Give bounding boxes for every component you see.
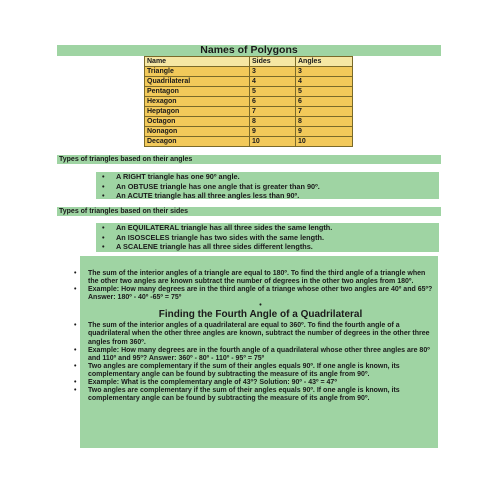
sides-list: [116, 223, 332, 252]
cell: Nonagon: [145, 127, 250, 137]
cell: 9: [250, 127, 296, 137]
cell: Pentagon: [145, 87, 250, 97]
list-item: • A RIGHT triangle has one 90º angle.: [116, 172, 320, 182]
fact-text: Example: How many degrees are in the third angle of a triange whose other two angles are 40º and 65º? Answer: 180º - 40º -65º = 75º: [88, 286, 433, 302]
cell: 5: [296, 87, 353, 97]
fact-text: Example: How many degrees are in the fourth angle of a quadrilateral whose other three angles are 80º and 110º and 95º? Answer: 360º - 80º - 110º - 95º = 75º: [88, 346, 430, 362]
cell: Quadrilateral: [145, 77, 250, 87]
cell: 3: [296, 67, 353, 77]
cell: Triangle: [145, 67, 250, 77]
cell: 6: [250, 97, 296, 107]
table-row: [145, 87, 353, 97]
section-angles-label: Types of triangles based on their angles: [59, 156, 193, 163]
list-item: • A SCALENE triangle has all three sides different lengths.: [116, 242, 332, 252]
cell: 10: [250, 137, 296, 147]
table-row: [145, 127, 353, 137]
cell: 4: [250, 77, 296, 87]
header-sides: Sides: [250, 57, 296, 67]
cell: 10: [296, 137, 353, 147]
cell: 8: [250, 117, 296, 127]
table-row: [145, 137, 353, 147]
fact-text: Example: What is the complementary angle of 43º? Solution: 90º - 43º = 47º: [88, 379, 337, 387]
fact-item: • Two angles are complementary if the sum of their angles equals 90º. If one angle is known, its complementary angle can be found by subtracting the measure of its angle from 90º.: [74, 387, 400, 403]
fact-item: • Example: What is the complementary angle of 43º? Solution: 90º - 43º = 47º: [74, 379, 337, 387]
table-row: [145, 107, 353, 117]
cell: 8: [296, 117, 353, 127]
angles-list: [116, 172, 320, 201]
fact-item: • Two angles are complementary if the sum of their angles equals 90º. If one angle is known, its complementary angle can be found by subtracting the measure of its angle from 90º.: [74, 362, 400, 378]
fact-item: • The sum of the interior angles of a quadrilateral are equal to 360º. To find the fourth angle of a quadrilateral when the other three angles are known, subtract the number of degrees in the other three angles from 360º.: [74, 322, 430, 346]
table-row: [145, 117, 353, 127]
list-item: • An ACUTE triangle has all three angles less than 90º.: [116, 191, 320, 201]
table-row: [145, 67, 353, 77]
facts-text: [74, 270, 433, 403]
table-row: [145, 97, 353, 107]
cell: 3: [250, 67, 296, 77]
angles-box: [96, 172, 439, 199]
list-item: • An EQUILATERAL triangle has all three sides the same length.: [116, 223, 332, 233]
cell: 7: [296, 107, 353, 117]
page-title: Names of Polygons: [200, 44, 298, 56]
table-header-row: [145, 57, 353, 67]
fact-item: • Example: How many degrees are in the third angle of a triange whose other two angles are 40º and 65º? Answer: 180º - 40º -65º = 75º: [74, 286, 433, 302]
header-name: Name: [145, 57, 250, 67]
list-item: • An ISOSCELES triangle has two sides with the same length.: [116, 233, 332, 243]
cell: 5: [250, 87, 296, 97]
cell: 4: [296, 77, 353, 87]
fact-item: • The sum of the interior angles of a triangle are equal to 180º. To find the third angle of a triangle when the other two angles are known subtract the number of degrees in the other two angles from 180º.: [74, 270, 426, 286]
cell: Heptagon: [145, 107, 250, 117]
fact-text: Two angles are complementary if the sum of their angles equals 90º. If one angle is known, its complementary angle can be found by subtracting the measure of its angle from 90º.: [88, 387, 400, 403]
fact-text: The sum of the interior angles of a quadrilateral are equal to 360º. To find the fourth angle of a quadrilateral when the other three angles are known, subtract the number of degrees in the other three angles from 360º.: [88, 322, 430, 346]
subheading: Finding the Fourth Angle of a Quadrilateral: [158, 309, 363, 321]
fact-item: • Example: How many degrees are in the fourth angle of a quadrilateral whose other three angles are 80º and 110º and 95º? Answer: 360º - 80º - 110º - 95º = 75º: [74, 346, 430, 362]
section-sides-label: Types of triangles based on their sides: [59, 208, 189, 215]
cell: 6: [296, 97, 353, 107]
fact-text: The sum of the interior angles of a triangle are equal to 180º. To find the third angle of a triangle when the other two angles are known subtract the number of degrees in the other two angles from 180º.: [88, 270, 426, 286]
table-row: [145, 77, 353, 87]
cell: Hexagon: [145, 97, 250, 107]
cell: Decagon: [145, 137, 250, 147]
bullet-dot: •: [259, 302, 262, 310]
polygon-table: [144, 56, 353, 147]
fact-text: Two angles are complementary if the sum of their angles equals 90º. If one angle is known, its complementary angle can be found by subtracting the measure of its angle from 90º.: [88, 362, 400, 378]
cell: Octagon: [145, 117, 250, 127]
cell: 7: [250, 107, 296, 117]
cell: 9: [296, 127, 353, 137]
sides-box: [96, 223, 439, 252]
header-angles: Angles: [296, 57, 353, 67]
list-item: • An OBTUSE triangle has one angle that is greater than 90º.: [116, 182, 320, 192]
